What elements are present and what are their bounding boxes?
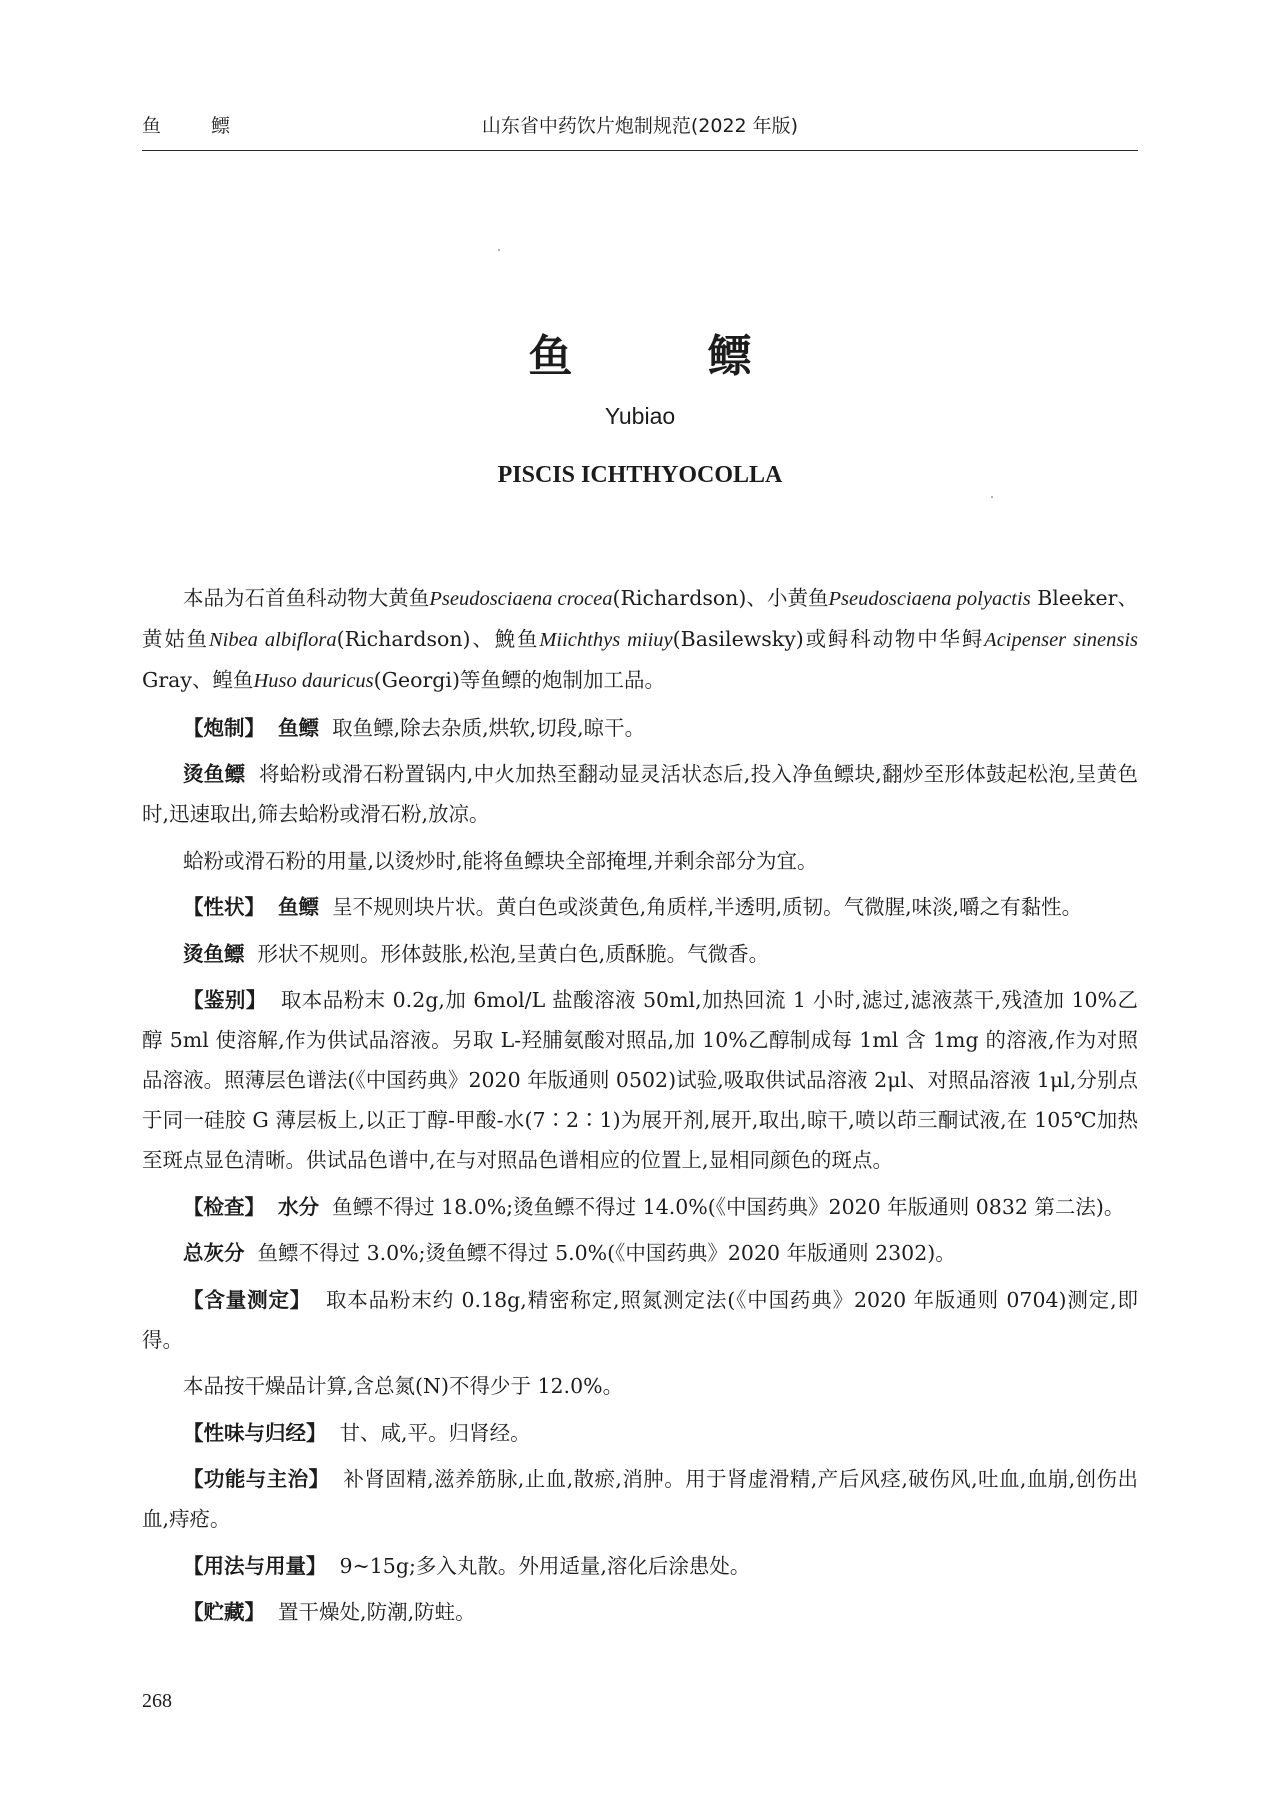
item-label: 水分 (278, 1194, 320, 1219)
source-text: (Richardson)、鮸鱼 (336, 627, 540, 651)
usage-paragraph (142, 1546, 1138, 1586)
item-text: 形状不规则。形体鼓胀,松泡,呈黄白色,质酥脆。气微香。 (257, 941, 770, 966)
source-text: 本品为石首鱼科动物大黄鱼 (183, 586, 430, 610)
running-head (142, 111, 1138, 141)
item-text: 9~15g;多入丸散。外用适量,溶化后涂患处。 (339, 1553, 751, 1578)
section-heading-appearance: 【性状】 (183, 895, 265, 919)
storage-paragraph (142, 1592, 1138, 1632)
section-heading-identification: 【鉴别】 (183, 988, 267, 1012)
monograph-body (142, 578, 1138, 1639)
source-paragraph (142, 578, 1138, 701)
item-text: 取鱼鳔,除去杂质,烘软,切段,晾干。 (332, 715, 646, 740)
appearance-paragraph (142, 887, 1138, 927)
monograph-pinyin: Yubiao (604, 403, 676, 429)
source-text: (Basilewsky)或鲟科动物中华鲟 (672, 627, 985, 651)
species-name: Acipenser sinensis (984, 629, 1139, 651)
scan-speck (498, 249, 500, 251)
page-number: 268 (142, 1690, 172, 1712)
nature-paragraph (142, 1413, 1138, 1453)
section-heading-inspection: 【检查】 (183, 1194, 265, 1219)
item-text: 将蛤粉或滑石粉置锅内,中火加热至翻动显灵活状态后,投入净鱼鳔块,翻炒至形体鼓起松泡,呈黄色时,迅速取出,筛去蛤粉或滑石粉,放凉。 (142, 762, 1138, 826)
monograph-title: 鱼 鳔 (528, 331, 812, 382)
function-paragraph (142, 1459, 1138, 1539)
item-text: 置干燥处,防潮,防蛀。 (278, 1600, 476, 1624)
species-name: Nibea albiflora (208, 629, 337, 651)
processing-note: 蛤粉或滑石粉的用量,以烫炒时,能将鱼鳔块全部掩埋,并剩余部分为宜。 (183, 848, 818, 873)
item-text: 鱼鳔不得过 18.0%;烫鱼鳔不得过 14.0%(《中国药典》2020 年版通则 0832 第二法)。 (332, 1194, 1125, 1219)
inspection-ash-paragraph (142, 1233, 1138, 1273)
species-name: Miichthys miiuy (539, 629, 673, 651)
assay-limit: 本品按干燥品计算,含总氮(N)不得少于 12.0%。 (183, 1374, 624, 1398)
inspection-paragraph (142, 1187, 1138, 1227)
item-text: 取本品粉末约 0.18g,精密称定,照氮测定法(《中国药典》2020 年版通则 0704)测定,即得。 (142, 1287, 1139, 1352)
item-label: 烫鱼鳔 (183, 762, 246, 786)
item-label: 烫鱼鳔 (183, 941, 245, 966)
item-label: 总灰分 (183, 1241, 245, 1265)
processing-roasted-paragraph (142, 754, 1138, 834)
scan-speck (991, 496, 993, 498)
item-label: 鱼鳔 (278, 715, 320, 740)
assay-paragraph (142, 1280, 1138, 1360)
section-heading-processing: 【炮制】 (183, 715, 265, 740)
section-heading-usage: 【用法与用量】 (183, 1553, 327, 1578)
source-text: Gray、鳇鱼 (142, 668, 254, 692)
running-head-left: 鱼 鳔 (142, 115, 253, 137)
item-text: 取本品粉末 0.2g,加 6mol/L 盐酸溶液 50ml,加热回流 1 小时,滤过,滤液蒸干,残渣加 10%乙醇 5ml 使溶解,作为供试品溶液。另取 L-羟脯氨酸对照品,加 10%乙醇制成每 1ml 含 1mg 的溶液,作为对照品溶液。照薄层色谱法(《中国药典》2020 年版通则 0502)试验,吸取供试品溶液 2μl、对照品溶液 1μl,分别点于同一硅胶 G 薄层板上,以正丁醇-甲酸-水(7∶2∶1)为展开剂,展开,取出,晾干,喷以茚三酮试液,在 105℃加热至斑点显色清晰。供试品色谱中,在与对照品色谱相应的位置上,显相同颜色的斑点。 (142, 988, 1138, 1172)
item-label: 鱼鳔 (278, 895, 320, 919)
item-text: 呈不规则块片状。黄白色或淡黄色,角质样,半透明,质韧。气微腥,味淡,嚼之有黏性。 (332, 895, 1083, 919)
processing-paragraph (142, 708, 1138, 748)
section-heading-function: 【功能与主治】 (183, 1467, 330, 1491)
item-text: 甘、咸,平。归肾经。 (339, 1420, 531, 1445)
item-text: 补肾固精,滋养筋脉,止血,散瘀,消肿。用于肾虚滑精,产后风痉,破伤风,吐血,血崩,创伤出血,痔疮。 (142, 1467, 1138, 1531)
section-heading-nature: 【性味与归经】 (183, 1420, 327, 1445)
source-text: Bleeker、黄姑鱼 (142, 586, 1138, 651)
species-name: Pseudosciaena crocea (429, 588, 613, 610)
source-text: (Richardson)、小黄鱼 (612, 586, 829, 610)
running-head-center: 山东省中药饮片炮制规范(2022 年版) (481, 115, 799, 137)
identification-paragraph (142, 980, 1138, 1180)
appearance-roasted-paragraph (142, 934, 1138, 974)
species-name: Pseudosciaena polyactis (828, 588, 1031, 610)
item-text: 鱼鳔不得过 3.0%;烫鱼鳔不得过 5.0%(《中国药典》2020 年版通则 2302)。 (257, 1241, 956, 1265)
monograph-latin-name: PISCIS ICHTHYOCOLLA (497, 462, 783, 488)
section-heading-storage: 【贮藏】 (183, 1600, 265, 1624)
source-text: (Georgi)等鱼鳔的炮制加工品。 (373, 668, 665, 692)
section-heading-assay: 【含量测定】 (183, 1287, 312, 1312)
header-rule (142, 150, 1138, 151)
species-name: Huso dauricus (253, 670, 374, 692)
